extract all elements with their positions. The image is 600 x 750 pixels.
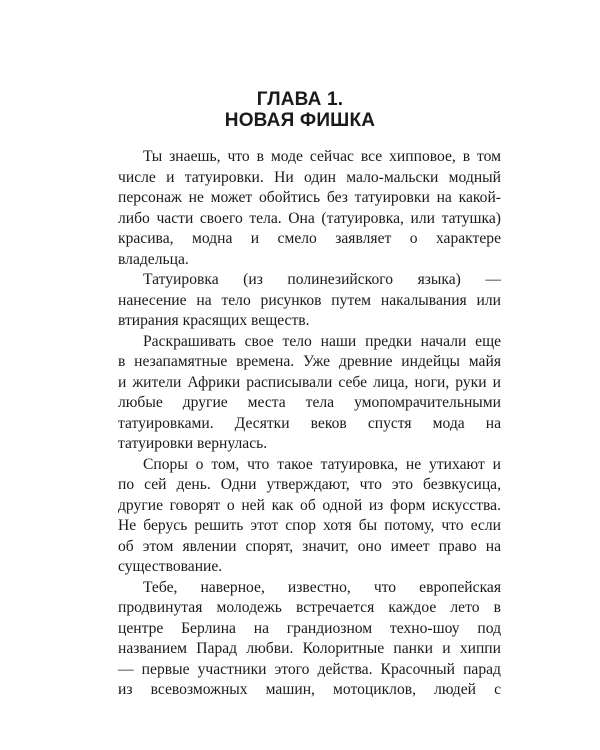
text-line: Не берусь решить этот спор хотя бы потому, что если xyxy=(118,517,501,534)
text-line: из всевозможных машин, мотоциклов, людей с xyxy=(118,681,501,698)
text-line: персонаж не может обойтись без татуировки на какой- xyxy=(118,189,501,206)
text-line: владельца. xyxy=(118,250,189,268)
paragraph xyxy=(118,455,501,578)
text-line: и жители Африки расписывали себе лица, ноги, руки и xyxy=(118,373,501,391)
paragraph xyxy=(118,332,501,455)
paragraph xyxy=(118,270,501,332)
chapter-title: НОВАЯ ФИШКА xyxy=(224,110,376,131)
text-line: центре Берлина на грандиозном техно-шоу под xyxy=(118,619,501,637)
chapter-number: ГЛАВА 1. xyxy=(256,89,344,110)
text-line: красива, модна и смело заявляет о характере xyxy=(118,230,501,247)
text-line: татуировки вернулась. xyxy=(118,435,268,452)
text-line: об этом явлении спорят, значит, оно имеет право на xyxy=(118,537,501,555)
text-line: нанесение на тело рисунков путем накалывания или xyxy=(118,291,501,309)
text-line: числе и татуировки. Ни один мало-мальски модный xyxy=(118,168,501,186)
text-line: Споры о том, что такое татуировка, не утихают и xyxy=(143,455,501,473)
text-line: Тебе, наверное, известно, что европейская xyxy=(143,578,501,596)
text-line: по сей день. Одни утверждают, что это безвкусица, xyxy=(118,476,501,493)
chapter-body xyxy=(118,147,501,701)
text-line: Ты знаешь, что в моде сейчас все хипповое, в том xyxy=(143,148,501,165)
text-line: втирания красящих веществ. xyxy=(118,312,310,329)
text-line: названием Парад любви. Колоритные панки и хиппи xyxy=(118,640,501,657)
text-line: любые другие места тела умопомрачительными xyxy=(118,394,501,411)
text-line: продвинутая молодежь встречается каждое лето в xyxy=(118,599,501,616)
text-line: Раскрашивать свое тело наши предки начали еще xyxy=(143,332,501,350)
text-line: другие говорят о ней как об одной из форм искусства. xyxy=(118,496,501,514)
text-line: Татуировка (из полинезийского языка) — xyxy=(143,271,501,288)
text-line: существование. xyxy=(118,558,223,575)
text-line: — первые участники этого действа. Красочный парад xyxy=(118,660,501,678)
text-line: татуировками. Десятки веков спустя мода на xyxy=(118,414,501,432)
text-line: в незапамятные времена. Уже древние индейцы майя xyxy=(118,353,501,370)
text-line: либо части своего тела. Она (татуировка, или татушка) xyxy=(118,209,501,227)
paragraph xyxy=(118,147,501,270)
paragraph xyxy=(118,578,501,701)
